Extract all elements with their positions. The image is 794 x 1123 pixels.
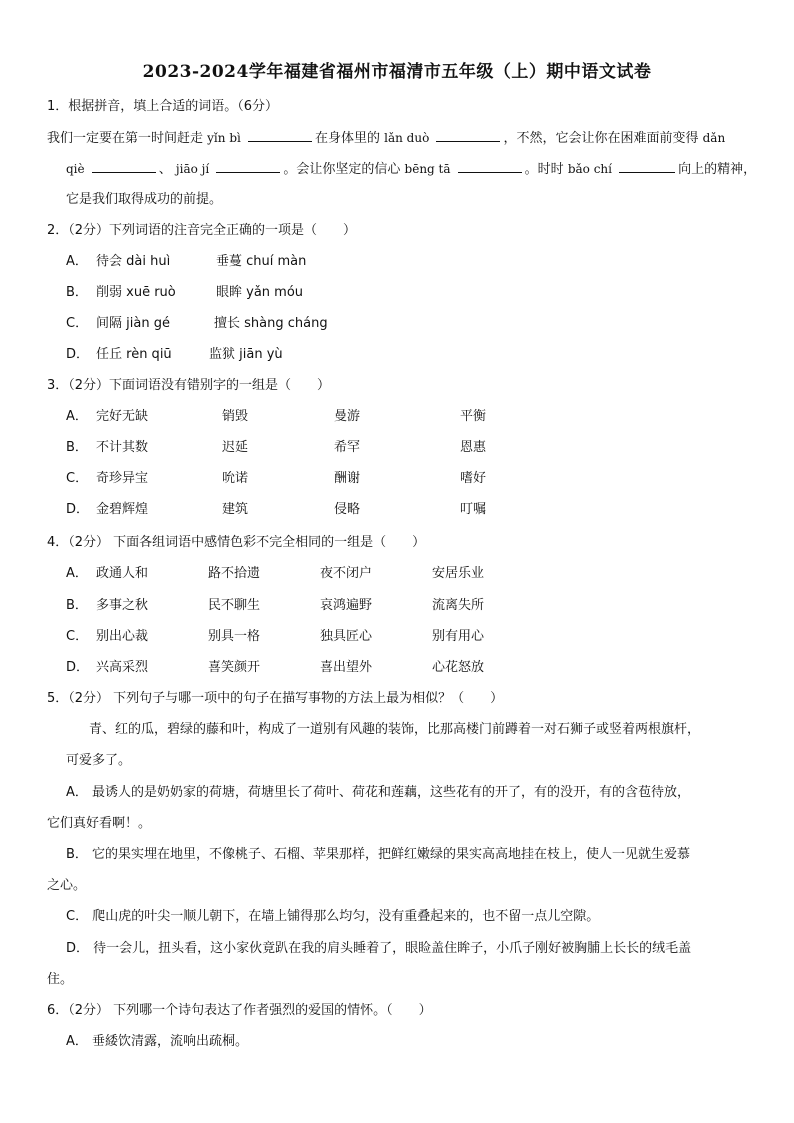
option-word-4: 别有用心 bbox=[432, 629, 485, 644]
option-label: D． bbox=[66, 347, 90, 362]
exam-title: 2023-2024学年福建省福州市福清市五年级（上）期中语文试卷 bbox=[142, 62, 652, 82]
question-4-heading: 4．（2分） 下面各组词语中感情色彩不完全相同的一组是（ ） bbox=[47, 535, 426, 550]
option-word-2: 民不聊生 bbox=[208, 598, 261, 613]
option-word-2: 垂蔓 chuí màn bbox=[216, 254, 307, 269]
question-2-heading: 2．（2分）下列词语的注音完全正确的一项是（ ） bbox=[47, 223, 357, 238]
option-word-3: 独具匠心 bbox=[320, 629, 373, 644]
option-word-4: 心花怒放 bbox=[432, 660, 485, 675]
q2-option-d[interactable] bbox=[66, 346, 283, 364]
question-5-heading: 5．（2分） 下列句子与哪一项中的句子在描写事物的方法上最为相似？（ ） bbox=[47, 691, 504, 706]
text: 。时时 bbox=[524, 162, 564, 177]
option-word-1: 多事之秋 bbox=[96, 598, 149, 613]
option-label: A． bbox=[66, 409, 88, 424]
option-word-3: 曼游 bbox=[334, 409, 361, 424]
q5-option-d-cont: 住。 bbox=[47, 972, 74, 987]
option-word-3: 哀鸿遍野 bbox=[320, 598, 373, 613]
option-word-2: 建筑 bbox=[222, 502, 249, 517]
answer-blank[interactable] bbox=[216, 160, 280, 173]
answer-blank[interactable] bbox=[436, 129, 500, 142]
q4-option-b[interactable] bbox=[66, 597, 485, 615]
option-word-4: 安居乐业 bbox=[432, 566, 485, 581]
text: 、 bbox=[158, 162, 172, 177]
pinyin: bēng tā bbox=[404, 162, 451, 176]
option-word-4: 流离失所 bbox=[432, 598, 485, 613]
q5-option-a-cont: 它们真好看啊！。 bbox=[47, 816, 152, 831]
option-label: A． bbox=[66, 254, 88, 269]
q5-passage-line-1: 青、红的瓜，碧绿的藤和叶，构成了一道别有风趣的装饰，比那高楼门前蹲着一对石狮子或竖着两根旗杆， bbox=[89, 722, 701, 737]
option-label: B． bbox=[66, 285, 88, 300]
q2-option-b[interactable] bbox=[66, 284, 304, 302]
text: 在身体里的 bbox=[314, 131, 380, 146]
option-word-2: 监狱 jiān yù bbox=[209, 347, 283, 362]
option-label: D． bbox=[66, 502, 90, 517]
option-word-1: 完好无缺 bbox=[96, 409, 149, 424]
q6-option-a[interactable]: A． 垂緌饮清露，流响出疏桐。 bbox=[66, 1034, 249, 1049]
option-word-3: 酬谢 bbox=[334, 471, 361, 486]
option-word-1: 不计其数 bbox=[96, 440, 149, 455]
question-1-line-1 bbox=[47, 129, 725, 148]
option-label: B． bbox=[66, 598, 88, 613]
question-3-heading: 3．（2分）下面词语没有错别字的一组是（ ） bbox=[47, 378, 331, 393]
q5-option-b-cont: 之心。 bbox=[47, 878, 87, 893]
option-word-3: 夜不闭户 bbox=[320, 566, 373, 581]
q5-option-b[interactable]: B． 它的果实埋在地里，不像桃子、石榴、苹果那样，把鲜红嫩绿的果实高高地挂在枝上，使人一见就生爱慕 bbox=[66, 847, 691, 862]
option-word-3: 侵略 bbox=[334, 502, 361, 517]
option-label: A． bbox=[66, 566, 88, 581]
option-word-2: 眼眸 yǎn móu bbox=[216, 285, 304, 300]
option-label: C． bbox=[66, 316, 89, 331]
option-word-2: 吮诺 bbox=[222, 471, 249, 486]
question-1-line-2 bbox=[66, 160, 756, 179]
option-word-3: 希罕 bbox=[334, 440, 361, 455]
option-word-1: 待会 dài huì bbox=[96, 254, 171, 269]
q5-passage-line-2: 可爱多了。 bbox=[66, 753, 132, 768]
pinyin: dǎn bbox=[702, 131, 726, 145]
option-word-2: 别具一格 bbox=[208, 629, 261, 644]
option-word-1: 削弱 xuē ruò bbox=[96, 285, 176, 300]
option-word-4: 嗜好 bbox=[460, 471, 487, 486]
text: 我们一定要在第一时间赶走 bbox=[47, 131, 204, 146]
q3-option-c[interactable] bbox=[66, 470, 487, 488]
option-label: D． bbox=[66, 660, 90, 675]
option-word-2: 销毁 bbox=[222, 409, 249, 424]
question-1-line-3: 它是我们取得成功的前提。 bbox=[66, 192, 223, 207]
option-word-1: 政通人和 bbox=[96, 566, 149, 581]
answer-blank[interactable] bbox=[458, 160, 522, 173]
option-word-1: 金碧辉煌 bbox=[96, 502, 149, 517]
question-6-heading: 6．（2分） 下列哪一个诗句表达了作者强烈的爱国的情怀。（ ） bbox=[47, 1003, 432, 1018]
pinyin: bǎo chí bbox=[567, 162, 612, 176]
option-word-1: 间隔 jiàn gé bbox=[96, 316, 170, 331]
q5-option-d[interactable]: D． 待一会儿，扭头看，这小家伙竟趴在我的肩头睡着了，眼睑盖住眸子，小爪子刚好被胸脯上长长的绒毛盖 bbox=[66, 941, 692, 956]
option-word-4: 叮嘱 bbox=[460, 502, 487, 517]
option-label: B． bbox=[66, 440, 88, 455]
option-word-1: 任丘 rèn qiū bbox=[96, 347, 172, 362]
answer-blank[interactable] bbox=[619, 160, 675, 173]
option-word-2: 迟延 bbox=[222, 440, 249, 455]
q3-option-d[interactable] bbox=[66, 501, 487, 519]
pinyin: jiāo jí bbox=[175, 162, 210, 176]
answer-blank[interactable] bbox=[248, 129, 312, 142]
option-word-1: 兴高采烈 bbox=[96, 660, 149, 675]
q3-option-b[interactable] bbox=[66, 439, 487, 457]
q4-option-a[interactable] bbox=[66, 565, 485, 583]
text: ，不然，它会让你在困难面前变得 bbox=[503, 131, 699, 146]
question-1-heading: 1．根据拼音，填上合适的词语。（6分） bbox=[47, 99, 279, 114]
option-word-1: 别出心裁 bbox=[96, 629, 149, 644]
q5-option-c[interactable]: C． 爬山虎的叶尖一顺儿朝下，在墙上铺得那么均匀，没有重叠起来的，也不留一点儿空隙。 bbox=[66, 909, 600, 924]
q5-option-a[interactable]: A． 最诱人的是奶奶家的荷塘，荷塘里长了荷叶、荷花和莲藕，这些花有的开了，有的没开，有的含苞待放， bbox=[66, 785, 691, 800]
q4-option-d[interactable] bbox=[66, 659, 485, 677]
q2-option-a[interactable] bbox=[66, 253, 307, 271]
text: 向上的精神， bbox=[678, 162, 757, 177]
option-word-2: 擅长 shàng cháng bbox=[214, 316, 328, 331]
q3-option-a[interactable] bbox=[66, 408, 487, 426]
option-word-4: 平衡 bbox=[460, 409, 487, 424]
q4-option-c[interactable] bbox=[66, 628, 485, 646]
text: 。会让你坚定的信心 bbox=[283, 162, 401, 177]
option-word-4: 恩惠 bbox=[460, 440, 487, 455]
option-label: C． bbox=[66, 629, 89, 644]
q2-option-c[interactable] bbox=[66, 315, 328, 333]
pinyin: qiè bbox=[66, 162, 85, 176]
answer-blank[interactable] bbox=[92, 160, 156, 173]
option-label: C． bbox=[66, 471, 89, 486]
option-word-2: 喜笑颜开 bbox=[208, 660, 261, 675]
pinyin: lǎn duò bbox=[384, 131, 430, 145]
pinyin: yǐn bì bbox=[207, 131, 241, 145]
option-word-1: 奇珍异宝 bbox=[96, 471, 149, 486]
option-word-3: 喜出望外 bbox=[320, 660, 373, 675]
option-word-2: 路不拾遗 bbox=[208, 566, 261, 581]
